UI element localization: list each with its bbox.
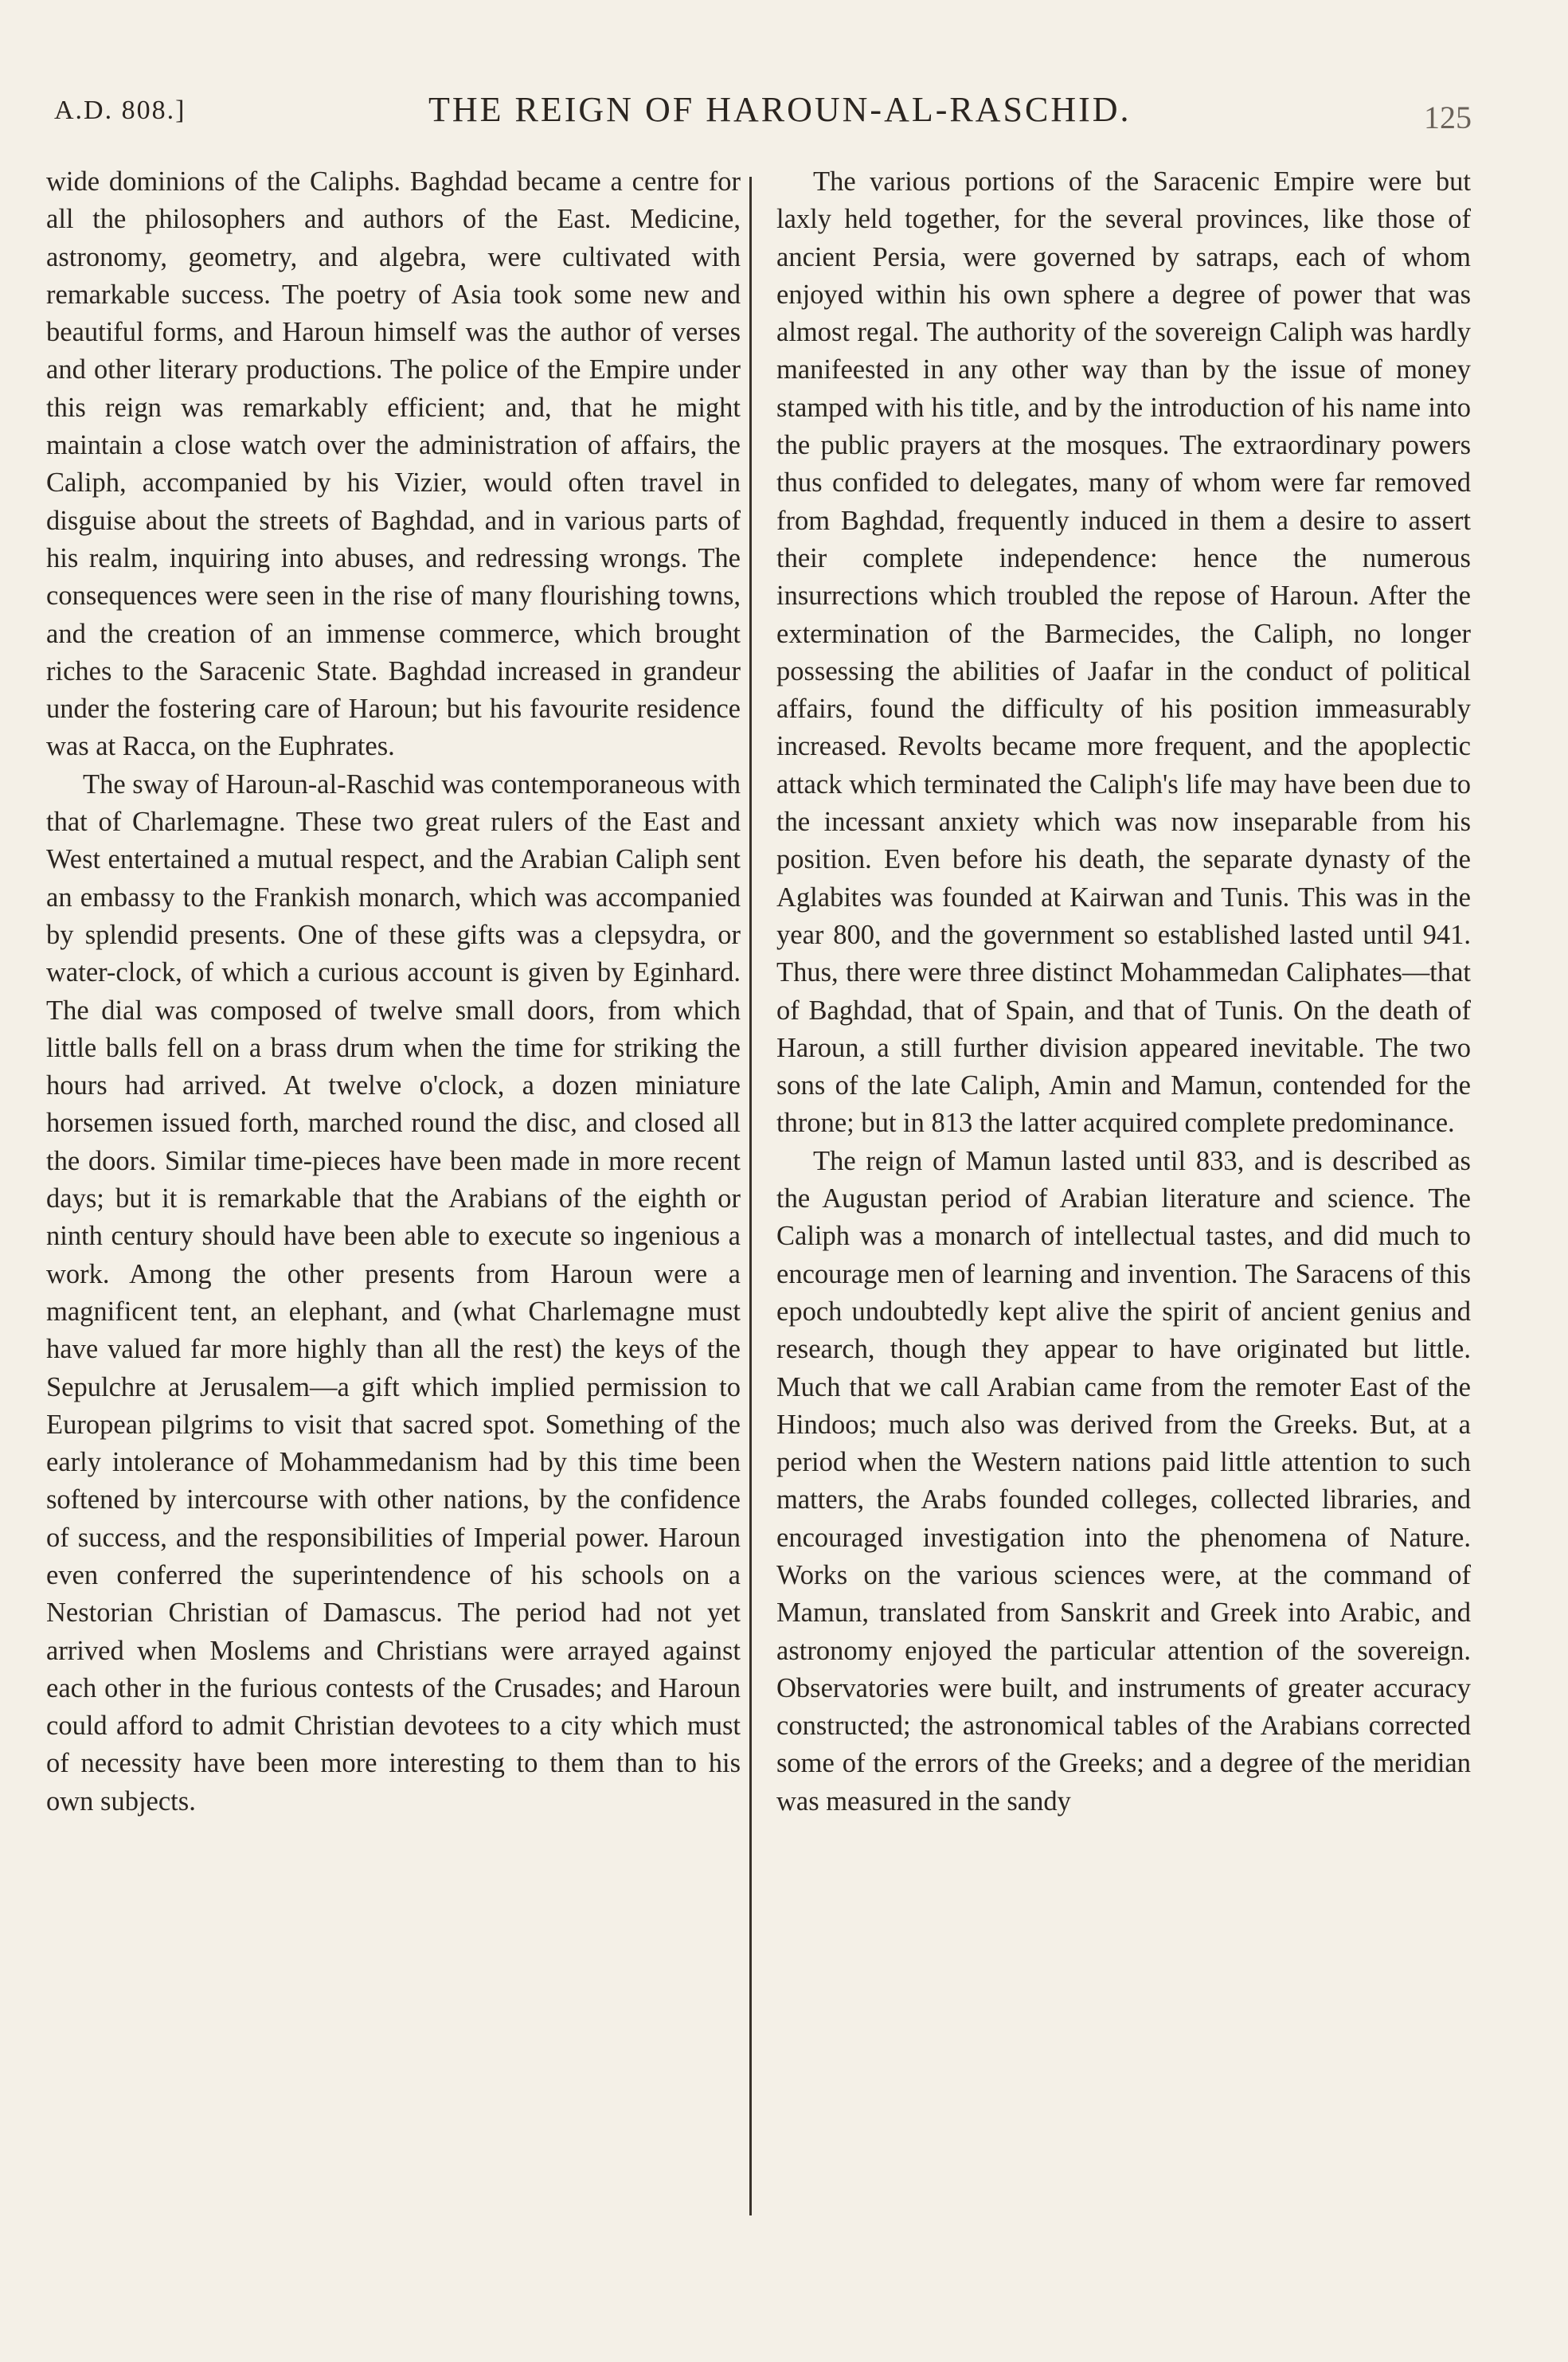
paragraph: wide dominions of the Caliphs. Baghdad became a centre for all the philosophers and authors of the East. Medicine, astronomy, geometry, and algebra, were cultivated with remarkable success. The poetry of Asia took some new and beautiful forms, and Haroun himself was the author of verses and other literary productions. The police of the Empire under this reign was remarkably efficient; and, that he might maintain a close watch over the administration of affairs, the Caliph, accompanied by his Vizier, would often travel in disguise about the streets of Baghdad, and in various parts of his realm, inquiring into abuses, and redressing wrongs. The consequences were seen in the rise of many flourishing towns, and the creation of an immense commerce, which brought riches to the Saracenic State. Baghdad increased in grandeur under the fostering care of Haroun; but his favourite residence was at Racca, on the Euphrates. (46, 166, 741, 762)
left-column (46, 163, 741, 1820)
running-head (54, 89, 1472, 137)
paragraph: The sway of Haroun-al-Raschid was contemporaneous with that of Charlemagne. These two great rulers of the East and West entertained a mutual respect, and the Arabian Caliph sent an embassy to the Frankish monarch, which was accompanied by splendid presents. One of these gifts was a clepsydra, or water-clock, of which a curious account is given by Eginhard. The dial was composed of twelve small doors, from which little balls fell on a brass drum when the time for striking the hours had arrived. At twelve o'clock, a dozen miniature horsemen issued forth, marched round the disc, and closed all the doors. Similar time-pieces have been made in more recent days; but it is remarkable that the Arabians of the eighth or ninth century should have been able to execute so ingenious a work. Among the other presents from Haroun were a magnificent tent, an elephant, and (what Charlemagne must have valued far more highly than all the rest) the keys of the Sepulchre at Jerusalem—a gift which implied permission to European pilgrims to visit that sacred spot. Something of the early intolerance of Mohammedanism had by this time been softened by intercourse with other nations, by the confidence of success, and the responsibilities of Imperial power. Haroun even conferred the superintendence of his schools on a Nestorian Christian of Damascus. The period had not yet arrived when Moslems and Christians were arrayed against each other in the furious contests of the Crusades; and Haroun could afford to admit Christian devotees to a city which must of necessity have been more interesting to them than to his own subjects. (46, 768, 741, 1816)
page-number: 125 (1424, 100, 1472, 135)
chapter-title: THE REIGN OF HAROUN-AL-RASCHID. (428, 90, 1132, 129)
paragraph: The reign of Mamun lasted until 833, and is described as the Augustan period of Arabian literature and science. The Caliph was a monarch of intellectual tastes, and did much to encourage men of learning and invention. The Saracens of this epoch undoubtedly kept alive the spirit of ancient genius and research, though they appear to have originated but little. Much that we call Arabian came from the remoter East of the Hindoos; much also was derived from the Greeks. But, at a period when the Western nations paid little attention to such matters, the Arabs founded colleges, collected libraries, and encouraged investigation into the phenomena of Nature. Works on the various sciences were, at the command of Mamun, translated from Sanskrit and Greek into Arabic, and astronomy enjoyed the particular attention of the sovereign. Observatories were built, and instruments of greater accuracy constructed; the astronomical tables of the Arabians corrected some of the errors of the Greeks; and a degree of the meridian was measured in the sandy (776, 1145, 1471, 1816)
paragraph: The various portions of the Saracenic Empire were but laxly held together, for the several provinces, like those of ancient Persia, were governed by satraps, each of whom enjoyed within his own sphere a degree of power that was almost regal. The authority of the sovereign Caliph was hardly manifeested in any other way than by the issue of money stamped with his title, and by the introduction of his name into the public prayers at the mosques. The extraordinary powers thus confided to delegates, many of whom were far removed from Baghdad, frequently induced in them a desire to assert their complete independence: hence the numerous insurrections which troubled the repose of Haroun. After the extermination of the Barmecides, the Caliph, no longer possessing the abilities of Jaafar in the conduct of political affairs, found the difficulty of his position immeasurably increased. Revolts became more frequent, and the apoplectic attack which terminated the Caliph's life may have been due to the incessant anxiety which was now inseparable from his position. Even before his death, the separate dynasty of the Aglabites was founded at Kairwan and Tunis. This was in the year 800, and the government so established lasted until 941. Thus, there were three distinct Mohammedan Caliphates—that of Baghdad, that of Spain, and that of Tunis. On the death of Haroun, a still further division appeared inevitable. The two sons of the late Caliph, Amin and Mamun, contended for the throne; but in 813 the latter acquired complete predominance. (776, 166, 1471, 1139)
date-range: A.D. 808.] (54, 96, 186, 125)
column-divider (749, 177, 752, 2215)
right-column (776, 163, 1471, 1820)
